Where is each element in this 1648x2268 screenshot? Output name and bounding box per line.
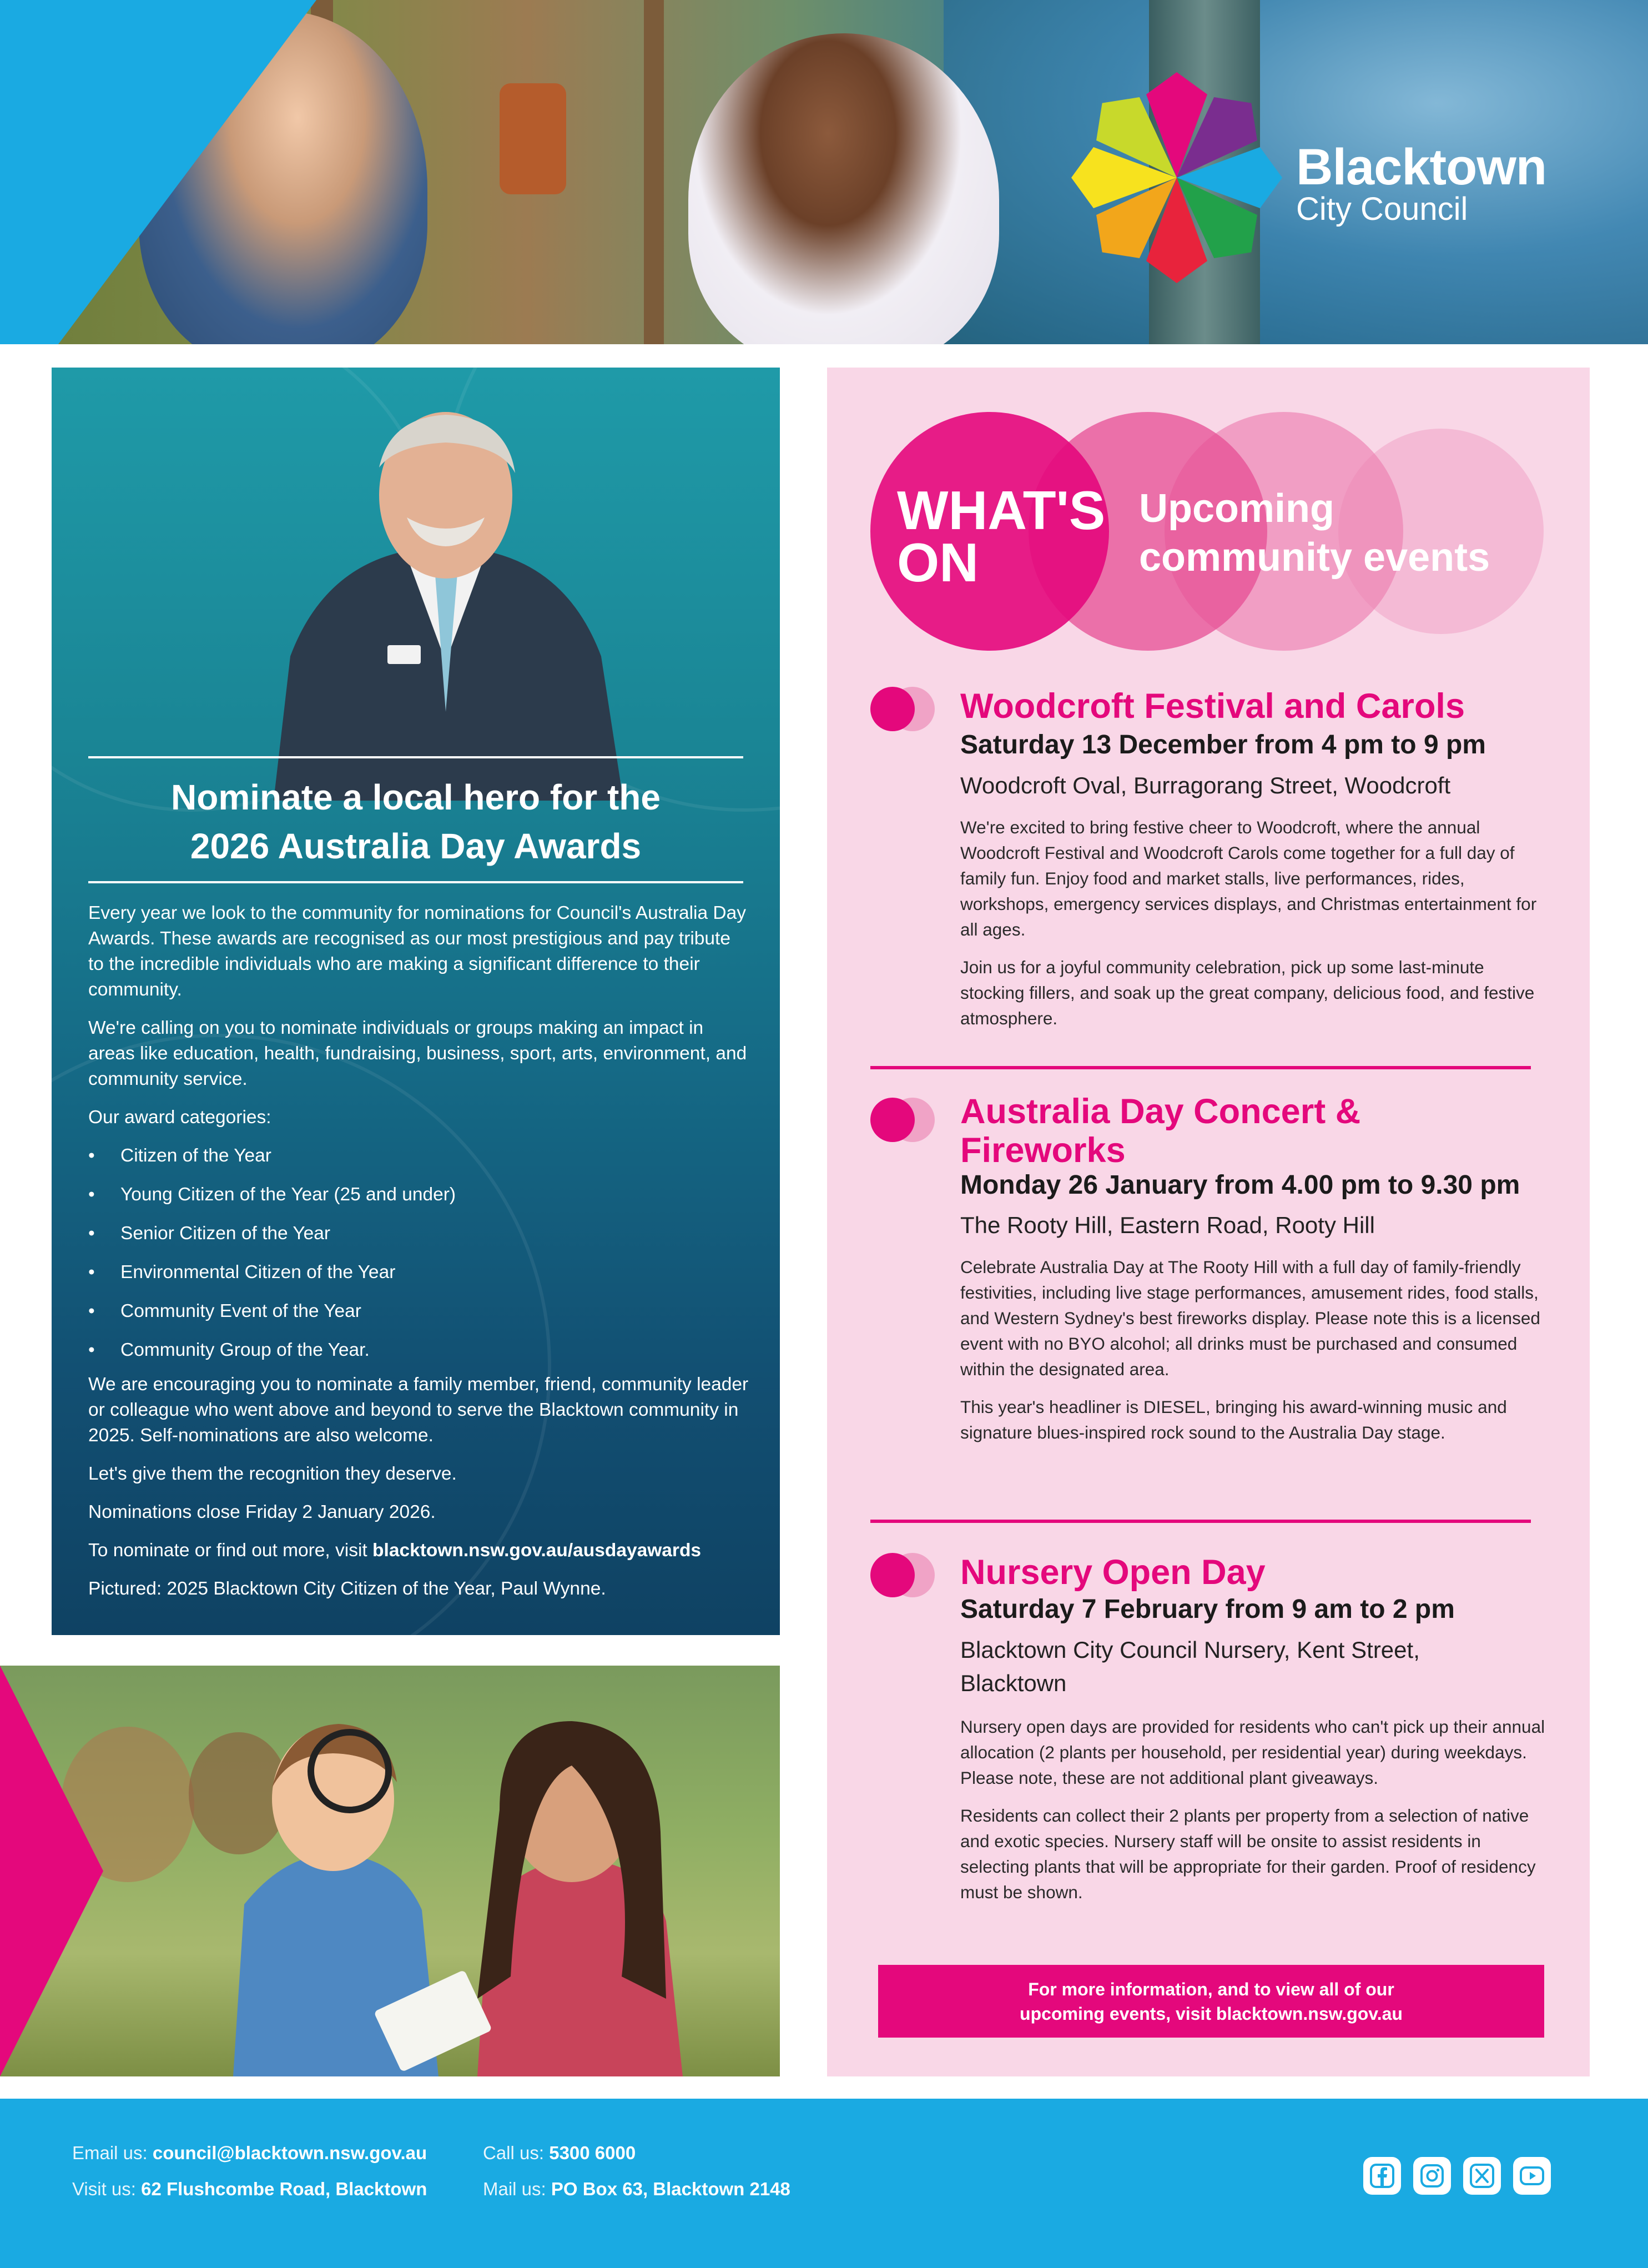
footer-call [483, 2142, 636, 2164]
whats-on-title [897, 480, 1106, 593]
footer-visit [72, 2178, 427, 2200]
categories-label: Our award categories: [88, 1107, 271, 1128]
event-date: Saturday 13 December from 4 pm to 9 pm [960, 730, 1486, 760]
deadline-paragraph: Nominations close Friday 2 January 2026. [88, 1502, 436, 1522]
footer-mail [483, 2178, 790, 2200]
play-panel [500, 83, 566, 194]
event-title: Nursery Open Day [960, 1553, 1266, 1592]
more-info-line1: For more information, and to view all of our [1028, 1979, 1394, 1999]
nominate-heading-line1: Nominate a local hero for the [171, 777, 661, 817]
heading-rule-bottom [88, 881, 743, 883]
event-paragraph: This year's headliner is DIESEL, bringing his award-winning music and signature blues-inspired rock sound to the Australia Day stage. [960, 1397, 1507, 1442]
encourage-paragraph: We are encouraging you to nominate a family member, friend, community leader or colleague who went above and beyond to serve the Blacktown community in 2025. Self-nominations are also welcome. [88, 1374, 749, 1446]
list-item: • Senior Citizen of the Year [88, 1221, 749, 1260]
whats-on-line2: ON [897, 532, 979, 593]
ausdayawards-link[interactable]: blacktown.nsw.gov.au/ausdayawards [372, 1540, 702, 1561]
event-date: Monday 26 January from 4.00 pm to 9.30 pm [960, 1170, 1520, 1200]
event-location: Blacktown City Council Nursery, Kent Street, Blacktown [960, 1637, 1420, 1696]
pink-chevron [0, 1666, 103, 2076]
whats-on-panel [827, 368, 1590, 2076]
event-paragraph: We're excited to bring festive cheer to Woodcroft, where the annual Woodcroft Festival and Woodcroft Carols come together for a full day of family fun. Enjoy food and market stalls, live performances, rides, workshops, emergency services displays, and Christmas entertainment for all ages. [960, 817, 1537, 939]
po-box-value: PO Box 63, Blacktown 2148 [551, 2179, 790, 2199]
nominate-heading-line2: 2026 Australia Day Awards [190, 826, 642, 866]
heading-rule-top [88, 756, 743, 758]
phone-link[interactable]: 5300 6000 [549, 2143, 636, 2163]
calling-paragraph: We're calling on you to nominate individuals or groups making an impact in areas like education, health, fundraising, business, sport, arts, environment, and community service. [88, 1018, 747, 1089]
event-location: The Rooty Hill, Eastern Road, Rooty Hill [960, 1212, 1375, 1238]
event-date: Saturday 7 February from 9 am to 2 pm [960, 1595, 1455, 1624]
event-description [960, 814, 1549, 1043]
intro-paragraph: Every year we look to the community for nominations for Council's Australia Day Awards. These awards are recognised as our most prestigious and pay tribute to the incredible individuals who are making a significant difference to their community. [88, 903, 746, 1000]
event-divider [870, 1520, 1531, 1523]
event-title: Australia Day Concert & Fireworks [960, 1092, 1361, 1170]
award-categories-list [88, 1143, 749, 1372]
whats-on-line1: WHAT'S [897, 480, 1106, 541]
footer-email [72, 2142, 427, 2164]
logo-subtitle: City Council [1296, 191, 1468, 227]
event-divider [870, 1066, 1531, 1069]
event-description [960, 1714, 1549, 1917]
children-nature-photo [0, 1666, 780, 2076]
nominate-body [88, 901, 749, 1615]
event-dots-icon [870, 1098, 939, 1142]
event-paragraph: Residents can collect their 2 plants per property from a selection of native and exotic species. Nursery staff will be onsite to assist residents in selecting plants that will be appropriate for their garden. Proof of residency must be shown. [960, 1806, 1536, 1902]
children-illustration [0, 1666, 780, 2076]
recognition-paragraph: Let's give them the recognition they deserve. [88, 1464, 457, 1484]
nominate-heading [88, 773, 743, 871]
youtube-icon[interactable] [1513, 2157, 1551, 2195]
list-item: • Young Citizen of the Year (25 and under) [88, 1182, 749, 1221]
event-description [960, 1254, 1549, 1457]
footer-call-label: Call us: [483, 2143, 550, 2163]
event-paragraph: Join us for a joyful community celebration, pick up some last-minute stocking fillers, and soak up the great company, delicious food, and festive atmosphere. [960, 957, 1535, 1028]
list-item: • Community Group of the Year. [88, 1337, 749, 1372]
event-location: Woodcroft Oval, Burragorang Street, Woodcroft [960, 772, 1451, 798]
event-paragraph: Nursery open days are provided for residents who can't pick up their annual allocation (2 plants per household, per residential year) during weekdays. Please note, these are not additional plant giveaways. [960, 1717, 1545, 1788]
list-item: • Community Event of the Year [88, 1299, 749, 1337]
more-info-line2: upcoming events, visit blacktown.nsw.gov.au [1020, 2003, 1403, 2024]
x-twitter-icon[interactable] [1463, 2157, 1501, 2195]
play-frame-post [644, 0, 664, 344]
upcoming-line1: Upcoming [1139, 486, 1334, 531]
pictured-caption: Pictured: 2025 Blacktown City Citizen of the Year, Paul Wynne. [88, 1578, 606, 1599]
upcoming-line2: community events [1139, 535, 1490, 580]
instagram-icon[interactable] [1413, 2157, 1451, 2195]
list-item: • Environmental Citizen of the Year [88, 1260, 749, 1299]
list-item: • Citizen of the Year [88, 1143, 749, 1182]
more-info-banner[interactable] [878, 1965, 1544, 2038]
footer-mail-label: Mail us: [483, 2179, 551, 2199]
footer-visit-label: Visit us: [72, 2179, 142, 2199]
email-link[interactable]: council@blacktown.nsw.gov.au [152, 2143, 427, 2163]
address-value: 62 Flushcombe Road, Blacktown [141, 2179, 427, 2199]
hero-blue-corner [0, 0, 316, 344]
event-paragraph: Celebrate Australia Day at The Rooty Hill with a full day of family-friendly festivities, including live stage performances, amusement rides, food stalls, and Western Sydney's best fireworks display. Please note this is a licensed event with no BYO alcohol; all drinks must be purchased and consumed within the designated area. [960, 1257, 1540, 1379]
portrait-paul-wynne [240, 401, 651, 801]
footer-email-label: Email us: [72, 2143, 153, 2163]
upcoming-subtitle [1139, 484, 1490, 582]
nominate-link-paragraph [88, 1538, 749, 1563]
nominate-link-prefix: To nominate or find out more, visit [88, 1540, 373, 1561]
nominate-panel [52, 368, 780, 1635]
event-dots-icon [870, 687, 939, 731]
facebook-icon[interactable] [1363, 2157, 1401, 2195]
event-title: Woodcroft Festival and Carols [960, 687, 1465, 726]
event-dots-icon [870, 1553, 939, 1597]
logo-name: Blacktown [1296, 139, 1547, 195]
